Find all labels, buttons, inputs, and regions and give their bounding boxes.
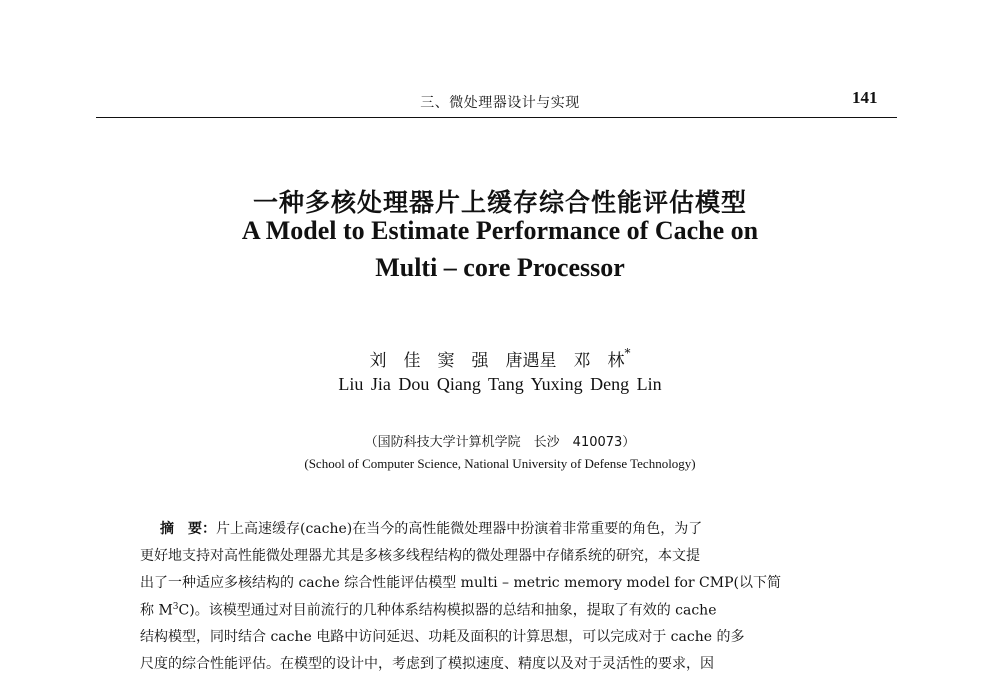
corresponding-author-mark: * xyxy=(624,346,631,360)
abstract-line-1 xyxy=(140,522,885,536)
authors-chinese xyxy=(0,346,1000,371)
abstract-superscript: 3 xyxy=(172,602,179,612)
abstract-text-1: 片上高速缓存(cache)在当今的高性能微处理器中扮演着非常重要的角色，为了 xyxy=(216,521,703,537)
authors-chinese-names: 刘 佳 窦 强 唐遇星 邓 林 xyxy=(369,351,625,371)
abstract-line-5: 结构模型，同时结合 cache 电路中访问延迟、功耗及面积的计算思想，可以完成对于 cache 的多 xyxy=(140,629,745,645)
page-number: 141 xyxy=(852,88,878,107)
running-header-section: 三、微处理器设计与实现 xyxy=(420,95,580,111)
header-rule xyxy=(96,117,897,118)
abstract-label: 摘 要： xyxy=(160,521,216,537)
affiliation-english: (School of Computer Science, National University of Defense Technology) xyxy=(304,456,696,471)
abstract-line-4 xyxy=(140,603,885,618)
abstract-text-4b: C)。该模型通过对目前流行的几种体系结构模拟器的总结和抽象，提取了有效的 cache xyxy=(178,602,717,619)
abstract-text-4a: 称 M xyxy=(140,602,173,619)
abstract-line-3: 出了一种适应多核结构的 cache 综合性能评估模型 multi – metric memory model for CMP(以下简 xyxy=(140,575,781,591)
authors-english: Liu Jia Dou Qiang Tang Yuxing Deng Lin xyxy=(338,374,662,394)
title-english-line1: A Model to Estimate Performance of Cache on xyxy=(241,216,759,245)
abstract-line-2: 更好地支持对高性能微处理器尤其是多核多线程结构的微处理器中存储系统的研究，本文提 xyxy=(140,548,700,564)
title-english-line2: Multi – core Processor xyxy=(375,253,625,282)
abstract-line-6: 尺度的综合性能评估。在模型的设计中，考虑到了模拟速度、精度以及对于灵活性的要求，因 xyxy=(140,656,714,672)
title-chinese: 一种多核处理器片上缓存综合性能评估模型 xyxy=(252,188,747,217)
affiliation-chinese: （国防科技大学计算机学院 长沙 410073） xyxy=(364,435,636,450)
